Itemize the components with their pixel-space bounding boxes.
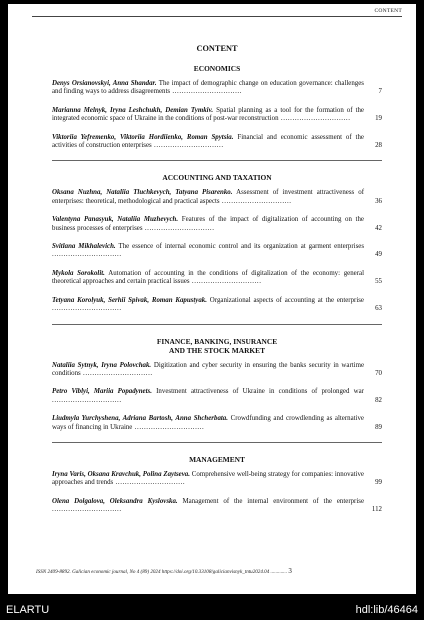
page-footer (36, 568, 402, 576)
dot-leader: .............................. (151, 142, 224, 150)
footer-page-number: 3 (288, 567, 292, 575)
entry-authors: Tetyana Korolyuk, Serhii Spivak, Roman Kapustyak. (52, 296, 207, 304)
entry-authors: Oksana Nuzhna, Nataliia Tluchkevych, Tatyana Pisarenko. (52, 189, 233, 197)
entry-authors: Nataliia Sytnyk, Iryna Polovchak. (52, 361, 152, 369)
toc-entry[interactable] (52, 107, 382, 124)
dot-leader: .............................. (113, 479, 186, 487)
entry-title: Management of the internal environment of the enterprise (182, 497, 365, 505)
repository-bar (0, 600, 424, 620)
entry-title: The essence of internal economic control and its organization at garment enterprises (118, 243, 364, 251)
dot-leader: .............................. (132, 423, 205, 431)
document-page (8, 4, 416, 594)
entry-authors: Olena Dolgalova, Oleksandra Kyslovska. (52, 497, 178, 505)
section-divider (52, 324, 382, 325)
section-title: ACCOUNTING AND TAXATION (162, 173, 272, 183)
toc-entry[interactable] (52, 297, 382, 314)
dot-leader: .............................. (52, 305, 122, 313)
entry-title: Comprehensive well-being strategy for companies: innovative approaches and trends (52, 470, 364, 487)
footer-leader: ............. (270, 569, 288, 575)
entry-page-number: 49 (375, 251, 382, 259)
entry-page-number: 7 (378, 88, 382, 96)
entry-authors: Petro Viblyi, Mariia Popadynets. (52, 388, 152, 396)
toc-entry[interactable] (52, 388, 382, 405)
entry-page-number: 112 (371, 506, 382, 514)
entry-title: Automation of accounting in the conditions of digitalization of the economy: general theoretical approaches and certain practical issues (52, 269, 365, 286)
dot-leader: .............................. (52, 396, 122, 404)
dot-leader: .............................. (52, 251, 122, 259)
entry-authors: Liudmyla Yurchyshena, Adriana Bartosh, Anna Shcherbata. (52, 415, 228, 423)
entry-authors: Marianna Melnyk, Iryna Leshchukh, Demian Tymkiv. (52, 106, 214, 114)
entry-authors: Mykola Sorokolit. (52, 269, 105, 277)
entry-authors: Denys Orsianovskyi, Anna Shandar. (52, 80, 157, 87)
repository-name: ELARTU (6, 604, 50, 616)
toc-entry[interactable] (52, 471, 382, 488)
handle-identifier: hdl:lib/46464 (355, 604, 418, 616)
header-rule (32, 16, 402, 17)
section-title: MANAGEMENT (189, 454, 245, 464)
entry-title: The impact of demographic change on education governance: challenges and finding ways to address disagreements (52, 80, 364, 96)
dot-leader: .............................. (170, 88, 243, 96)
entry-title: Features of the impact of digitalization of accounting on the business processes of enterprises (52, 216, 364, 232)
entry-page-number: 19 (375, 115, 382, 123)
dot-leader: .............................. (142, 224, 215, 232)
dot-leader: .............................. (219, 197, 292, 205)
section-divider (52, 160, 382, 161)
entry-title: Organizational aspects of accounting at the enterprise (209, 296, 364, 304)
dot-leader: .............................. (80, 369, 153, 377)
section-divider (52, 442, 382, 443)
entry-page-number: 55 (375, 278, 382, 286)
toc-entry[interactable] (52, 80, 382, 97)
toc-entry[interactable] (52, 216, 382, 233)
toc-entry[interactable] (52, 415, 382, 432)
toc-entry[interactable] (52, 270, 382, 287)
footer-citation: ISSN 2409-8892. Galician economic journal, No 4 (89) 2024 https://doi.org/10.33108/galicianvisnyk_tntu2024.04 (36, 569, 270, 575)
entry-title: Assessment of investment attractiveness of enterprises: theoretical, methodological and practical aspects (52, 189, 364, 205)
entry-authors: Svitlana Mikhalevich. (52, 243, 116, 251)
entry-page-number: 42 (375, 224, 382, 232)
entry-title: Crowdfunding and crowdlending as alternative ways of financing in Ukraine (52, 415, 364, 431)
section-title: FINANCE, BANKING, INSURANCE AND THE STOCK MARKET (156, 336, 278, 355)
dot-leader: .............................. (189, 278, 262, 286)
entry-page-number: 82 (375, 396, 382, 404)
entry-authors: Iryna Varis, Oksana Kravchuk, Polina Zaytseva. (52, 470, 190, 478)
entry-page-number: 28 (375, 142, 382, 150)
dot-leader: .............................. (278, 115, 351, 123)
entry-page-number: 99 (375, 479, 382, 487)
running-head: CONTENT (374, 8, 402, 14)
toc-entry[interactable] (52, 134, 382, 151)
dot-leader: .............................. (52, 506, 122, 514)
toc-entry[interactable] (52, 362, 382, 379)
page-title: CONTENT (196, 44, 238, 53)
section-title: ECONOMICS (193, 64, 241, 73)
entry-title: Digitization and cyber security in ensuring the banks security in wartime conditions (52, 361, 364, 377)
entry-authors: Valentyna Panasyuk, Nataliia Muzhevych. (52, 216, 179, 224)
entry-title: Investment attractiveness of Ukraine in conditions of prolonged war (156, 388, 364, 396)
entry-page-number: 63 (375, 305, 382, 313)
table-of-contents (52, 44, 382, 525)
entry-title: Financial and economic assessment of the activities of construction enterprises (52, 133, 364, 150)
toc-entry[interactable] (52, 189, 382, 206)
toc-entry[interactable] (52, 243, 382, 260)
entry-authors: Viktoriia Yefremenko, Viktoriia Hordiienko, Roman Spytsia. (52, 133, 234, 141)
entry-page-number: 89 (375, 423, 382, 431)
toc-entry[interactable] (52, 498, 382, 515)
entry-page-number: 70 (375, 369, 382, 377)
toc-sections (52, 64, 382, 515)
entry-page-number: 36 (375, 197, 382, 205)
entry-title: Spatial planning as a tool for the formation of the integrated economic space of Ukraine in the conditions of post-war reconstruction (52, 106, 364, 123)
